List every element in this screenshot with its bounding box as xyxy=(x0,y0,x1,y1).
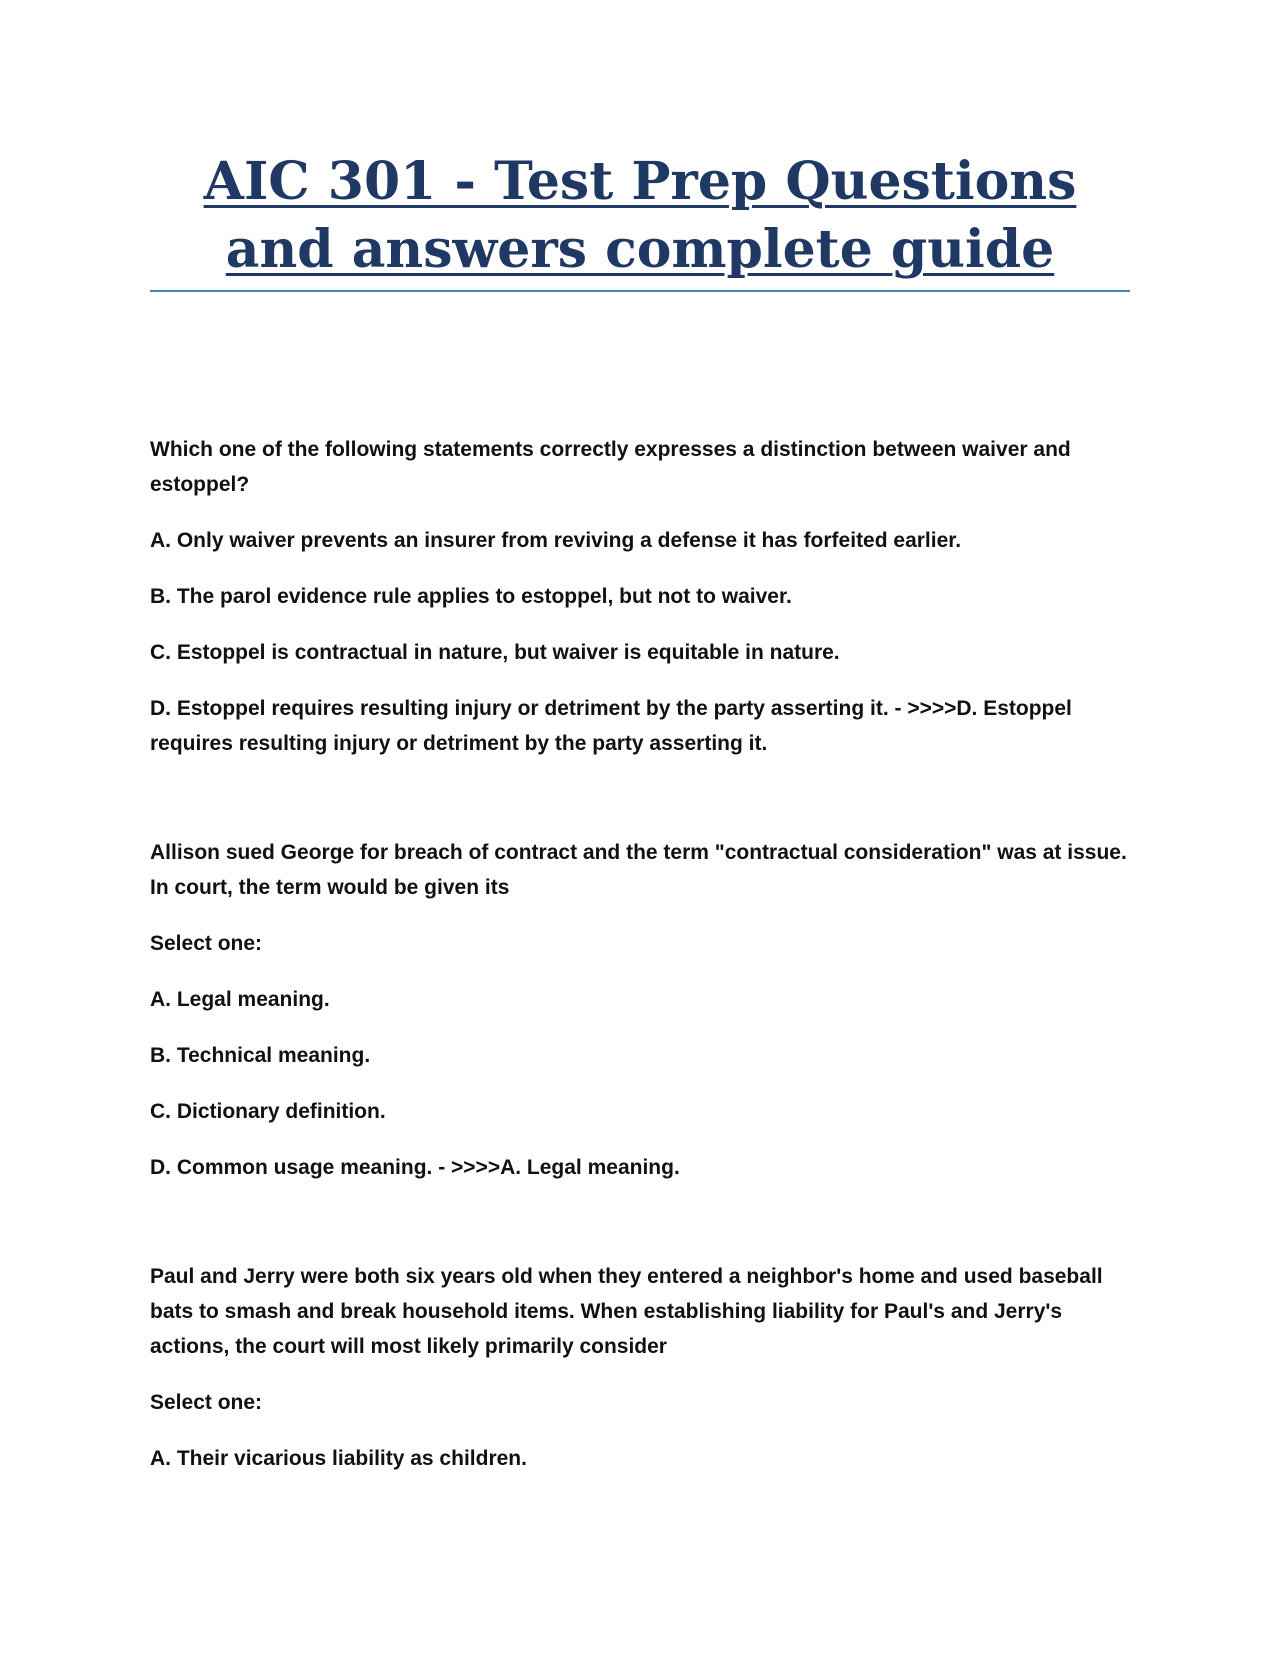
question-stem: Which one of the following statements correctly expresses a distinction between waiver and estoppel? xyxy=(150,438,1071,496)
question-block xyxy=(150,432,1130,761)
title-divider xyxy=(150,290,1130,292)
answer-option: A. Their vicarious liability as children. xyxy=(150,1447,527,1470)
answer-option: A. Only waiver prevents an insurer from reviving a defense it has forfeited earlier. xyxy=(150,529,962,552)
question-block xyxy=(150,835,1130,1185)
answer-option: B. Technical meaning. xyxy=(150,1044,371,1067)
question-stem: Paul and Jerry were both six years old when they entered a neighbor's home and used baseball bats to smash and break household items. When establishing liability for Paul's and Jerry's actions, the court will most likely primarily consider xyxy=(150,1265,1103,1358)
answer-option: C. Estoppel is contractual in nature, but waiver is equitable in nature. xyxy=(150,641,840,664)
answer-option: D. Estoppel requires resulting injury or detriment by the party asserting it. - >>>>D. Estoppel requires resulting injury or detriment by the party asserting it. xyxy=(150,697,1072,755)
select-one-label: Select one: xyxy=(150,1391,263,1414)
answer-option: A. Legal meaning. xyxy=(150,988,330,1011)
question-stem: Allison sued George for breach of contract and the term "contractual consideration" was at issue. In court, the term would be given its xyxy=(150,841,1127,899)
select-one-label: Select one: xyxy=(150,932,263,955)
answer-option: B. The parol evidence rule applies to estoppel, but not to waiver. xyxy=(150,585,792,608)
document-page xyxy=(150,0,1130,1497)
answer-option: C. Dictionary definition. xyxy=(150,1100,386,1123)
document-title: AIC 301 - Test Prep Questions and answers complete guide xyxy=(203,151,1077,280)
answer-option: D. Common usage meaning. - >>>>A. Legal meaning. xyxy=(150,1156,680,1179)
question-block xyxy=(150,1259,1130,1476)
questions-list xyxy=(150,432,1130,1476)
